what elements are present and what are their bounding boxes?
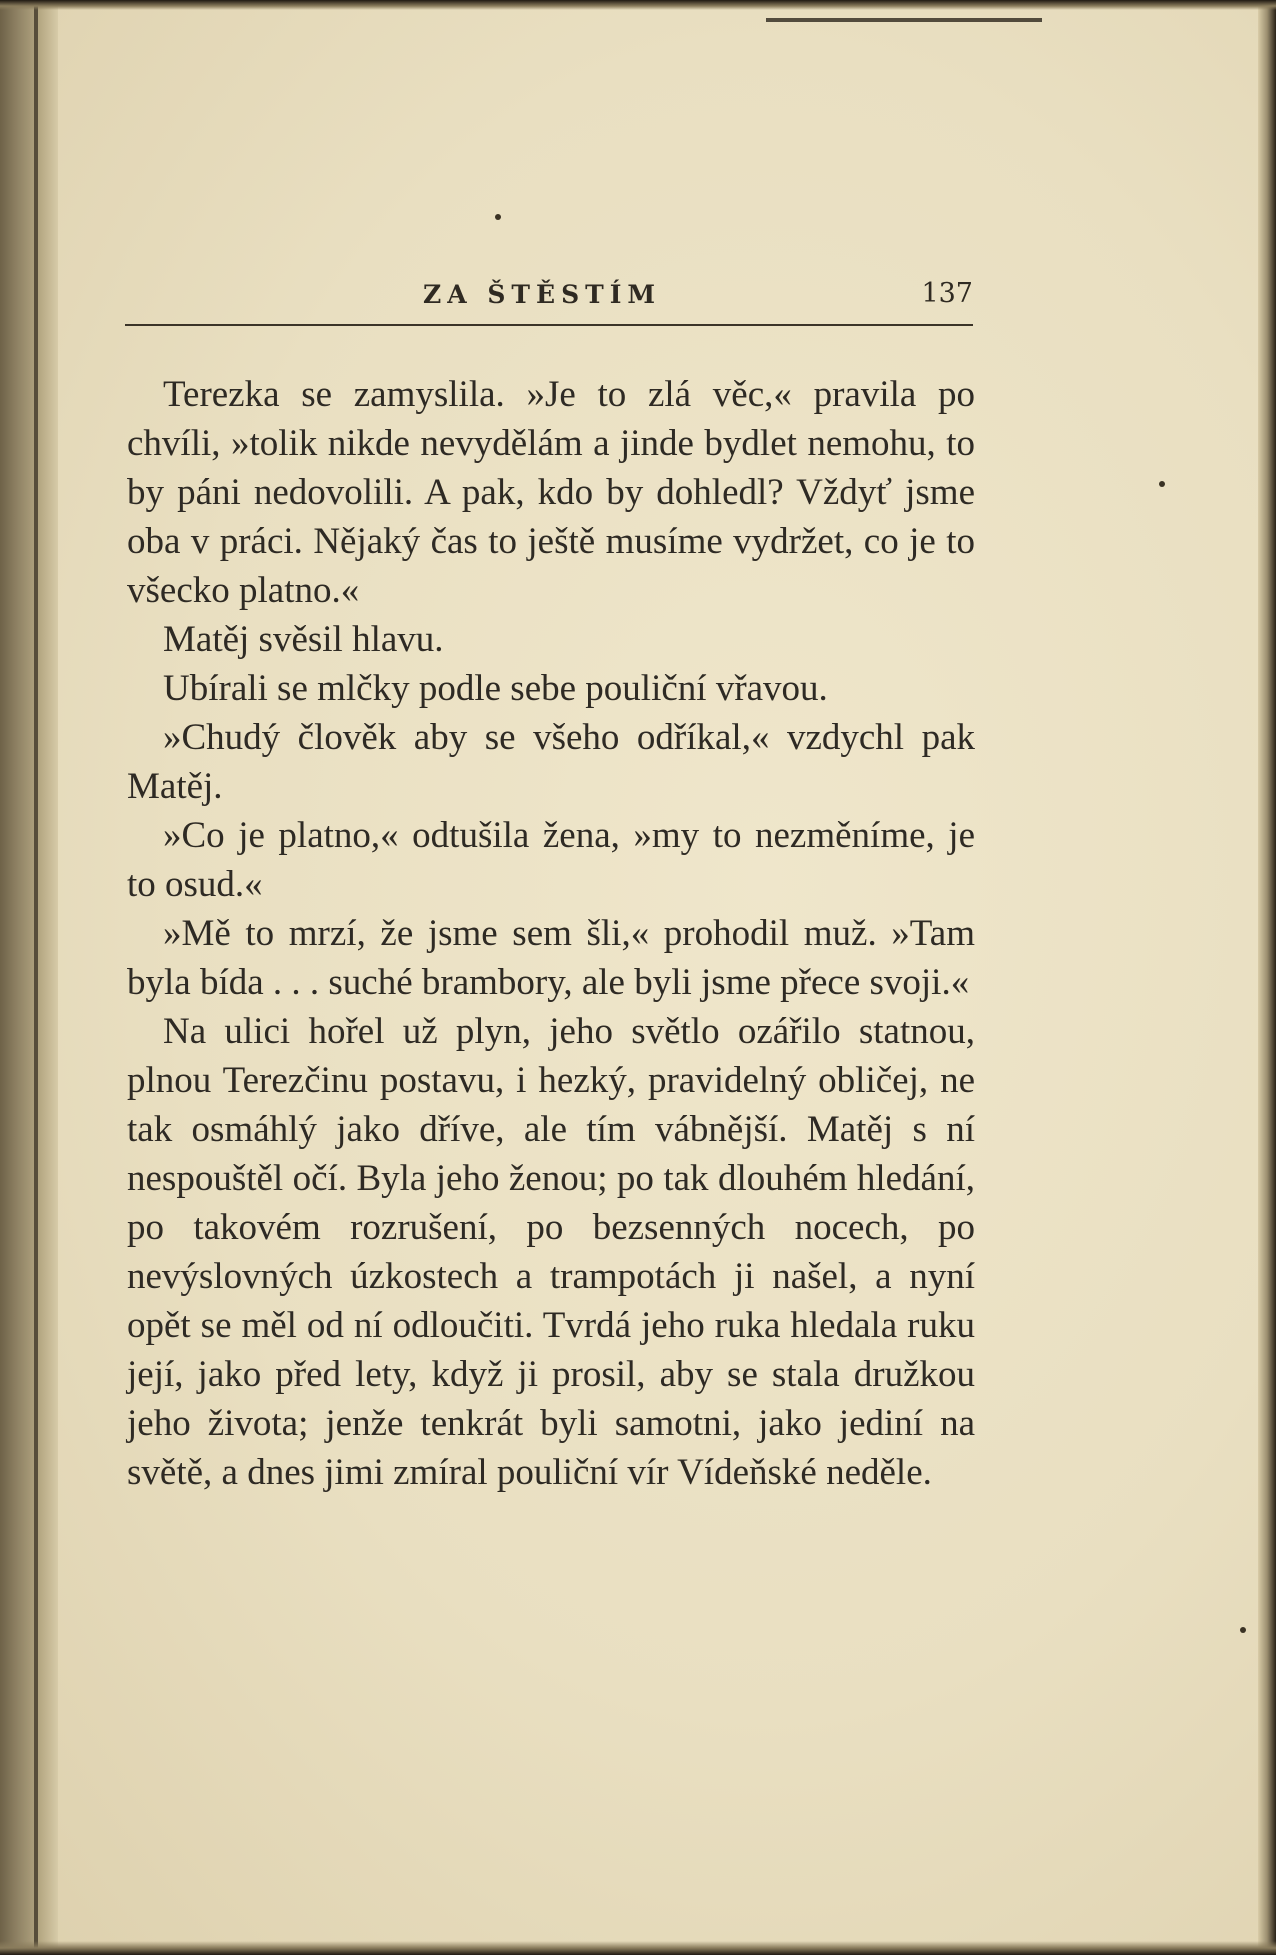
scan-mark [766,18,1042,22]
page-bottom-edge [0,1941,1276,1955]
speck [1159,481,1165,487]
paragraph: Terezka se zamyslila. »Je to zlá věc,« pravila po chvíli, »tolik nikde nevydělám a jinde bydlet nemohu, to by páni nedovolili. A pak, kdo by dohledl? Vždyť jsme oba v práci. Nějaký čas to ještě musíme vydržet, co je to všecko platno.« [127,374,975,611]
paragraph: Matěj svěsil hlavu. [163,619,444,660]
speck [495,214,501,220]
paragraph: »Chudý člověk aby se všeho odříkal,« vzdychl pak Matěj. [127,717,975,807]
running-header [125,272,973,326]
running-title: ZA ŠTĚSTÍM [423,280,662,309]
page-number: 137 [921,278,973,309]
binding-edge [34,0,38,1955]
speck [1240,1627,1246,1633]
paragraph: Ubírali se mlčky podle sebe pouliční vřavou. [163,668,828,709]
paragraph: Na ulici hořel už plyn, jeho světlo ozářilo statnou, plnou Terezčinu postavu, i hezký, pravidelný obličej, ne tak osmáhlý jako dříve, ale tím vábnější. Matěj s ní nespouštěl očí. Byla jeho ženou; po tak dlouhém hledání, po takovém rozrušení, po bezsenných nocech, po nevýslovných úzkostech a trampotách ji našel, a nyní opět se měl od ní odloučiti. Tvrdá jeho ruka hledala ruku její, jako před lety, když ji prosil, aby se stala družkou jeho života; jenže tenkrát byli samotni, jako jediní na světě, a dnes jimi zmíral pouliční vír Vídeňské neděle. [127,1011,975,1493]
body-text [127,370,975,1497]
book-spine-shadow [0,0,58,1955]
page-right-edge [1258,0,1276,1955]
paragraph: »Co je platno,« odtušila žena, »my to nezměníme, je to osud.« [127,815,975,905]
paragraph: »Mě to mrzí, že jsme sem šli,« prohodil muž. »Tam byla bída . . . suché brambory, ale byli jsme přece svoji.« [127,913,975,1003]
page-top-edge [0,0,1276,10]
